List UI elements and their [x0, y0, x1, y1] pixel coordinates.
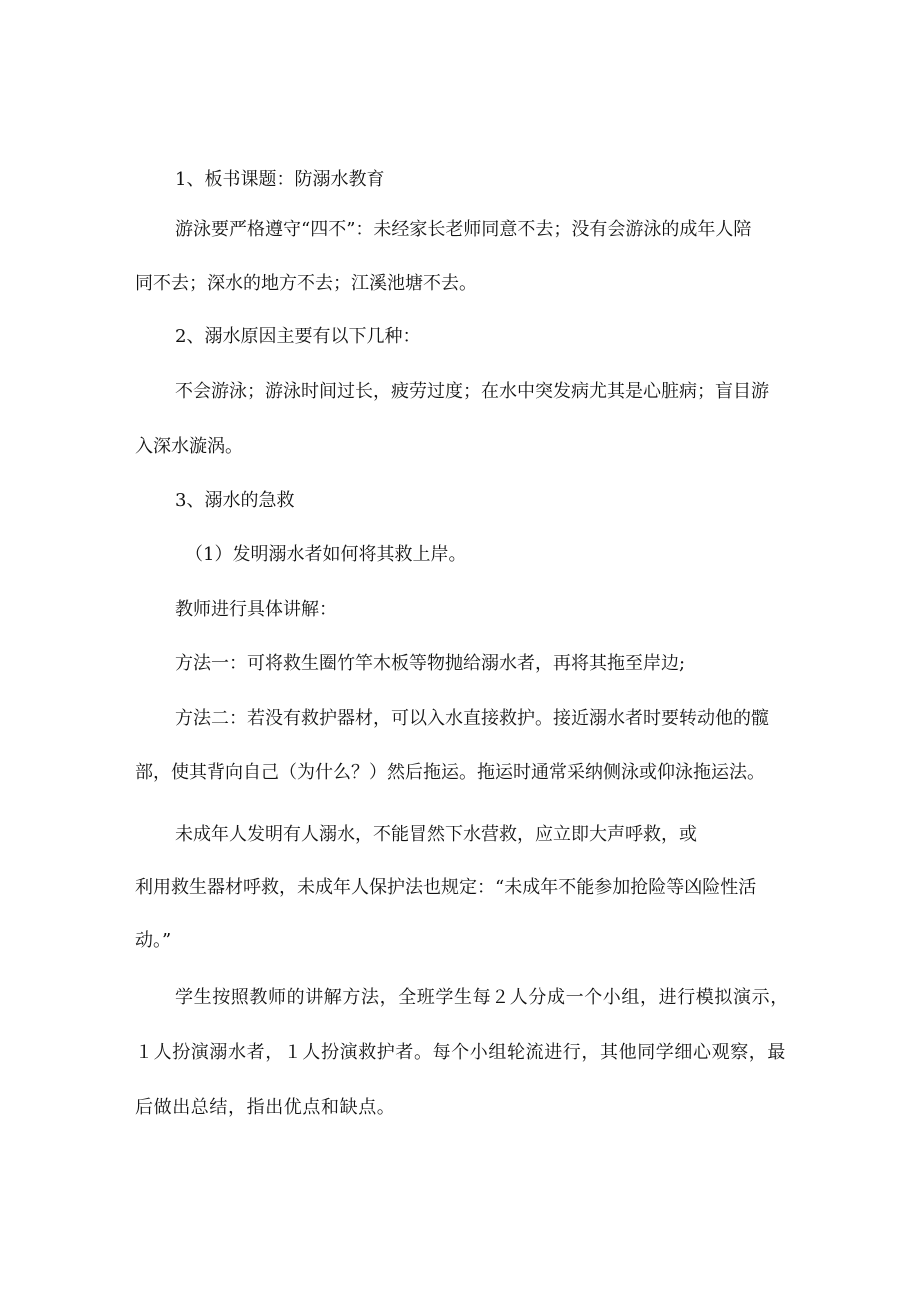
- method-2-text-line-2: 部，使其背向自己（为什么？）然后拖运。拖运时通常采纳侧泳或仰泳拖运法。: [135, 762, 765, 783]
- heading-3: 3、溺水的急救: [175, 490, 295, 511]
- practice-text-line-2: １人扮演溺水者，１人扮演救护者。每个小组轮流进行，其他同学细心观察，最: [135, 1042, 786, 1063]
- teacher-explain-text: 教师进行具体讲解：: [175, 599, 337, 620]
- minor-text-line-1: 未成年人发明有人溺水，不能冒然下水营救，应立即大声呼救，或: [175, 824, 697, 845]
- practice-text-line-3: 后做出总结，指出优点和缺点。: [135, 1097, 396, 1118]
- heading-2: 2、溺水原因主要有以下几种：: [175, 326, 421, 347]
- minor-text-line-3: 动。”: [135, 930, 172, 951]
- causes-text-line-1: 不会游泳；游泳时间过长，疲劳过度；在水中突发病尤其是心脏病；盲目游: [175, 381, 769, 402]
- minor-text-line-2: 利用救生器材呼救，未成年人保护法也规定：“未成年不能参加抢险等凶险性活: [135, 877, 757, 898]
- heading-1: 1、板书课题：防溺水教育: [175, 169, 385, 190]
- causes-text-line-2: 入深水漩涡。: [135, 436, 243, 457]
- method-2-text-line-1: 方法二：若没有救护器材，可以入水直接救护。接近溺水者时要转动他的髋: [175, 708, 769, 729]
- practice-text-line-1: 学生按照教师的讲解方法，全班学生每２人分成一个小组，进行模拟演示，: [175, 987, 789, 1008]
- rule-text-line-1: 游泳要严格遵守“四不”：未经家长老师同意不去；没有会游泳的成年人陪: [175, 219, 752, 240]
- subheading-1: （1）发明溺水者如何将其救上岸。: [185, 544, 467, 565]
- rule-text-line-2: 同不去；深水的地方不去；江溪池塘不去。: [135, 273, 477, 294]
- method-1-text: 方法一：可将救生圈竹竿木板等物抛给溺水者，再将其拖至岸边;: [175, 653, 686, 674]
